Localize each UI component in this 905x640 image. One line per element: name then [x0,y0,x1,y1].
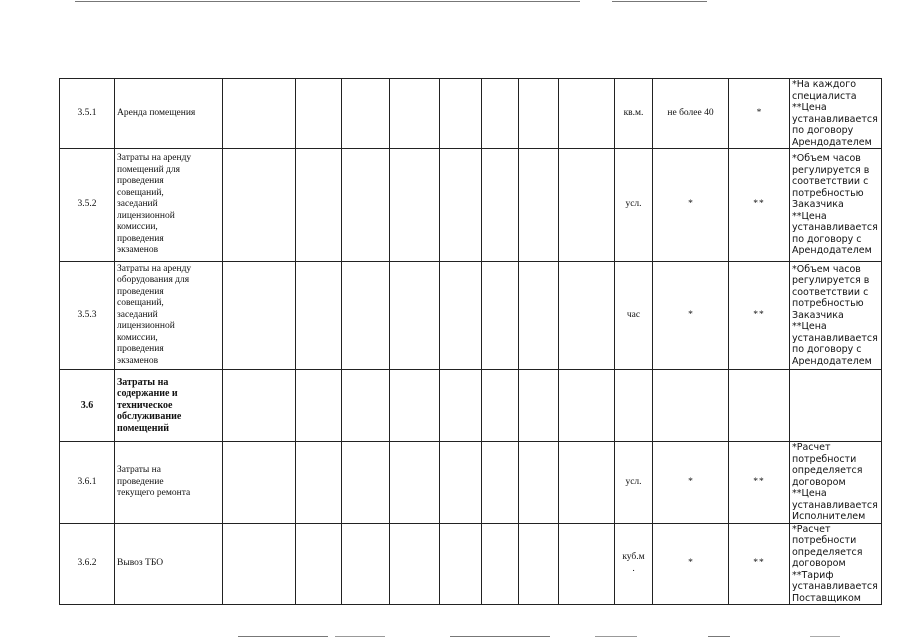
empty-cell [559,79,615,149]
norm-quantity: * [653,262,729,370]
empty-cell [440,370,482,442]
empty-cell [223,523,296,605]
empty-cell [390,149,440,262]
expense-name: Аренда помещения [115,79,223,149]
price-value: ** [729,149,790,262]
empty-cell [559,262,615,370]
empty-cell [342,262,390,370]
note-text: *Объем часов регулируется в соответствии с потребностью Заказчика **Цена устанавливается по договору с Арендодателем [790,149,882,262]
empty-cell [296,149,342,262]
price-value: ** [729,262,790,370]
empty-cell [519,442,559,524]
empty-cell [440,442,482,524]
empty-cell [390,370,440,442]
empty-cell [223,442,296,524]
table-row [60,262,882,370]
row-number: 3.5.1 [60,79,115,149]
empty-cell [519,79,559,149]
empty-cell [482,149,519,262]
empty-cell [559,370,615,442]
row-number: 3.6.1 [60,442,115,524]
norm-quantity: * [653,442,729,524]
empty-cell [482,262,519,370]
expense-name: Вывоз ТБО [115,523,223,605]
row-number: 3.5.2 [60,149,115,262]
empty-cell [440,79,482,149]
table-row [60,442,882,524]
empty-cell [390,262,440,370]
expense-name: Затраты на проведение текущего ремонта [115,442,223,524]
empty-cell [482,523,519,605]
empty-cell [482,370,519,442]
empty-cell [296,442,342,524]
empty-cell [519,262,559,370]
expense-name: Затраты на аренду оборудования для проведения совещаний, заседаний лицензионной комиссии, проведения экзаменов [115,262,223,370]
row-number: 3.5.3 [60,262,115,370]
empty-cell [559,442,615,524]
norm-quantity: * [653,149,729,262]
empty-cell [296,523,342,605]
empty-cell [342,149,390,262]
price-value: ** [729,523,790,605]
scan-edge-line [238,636,328,637]
cost-norms-table [59,78,882,605]
empty-cell [296,79,342,149]
empty-cell [559,149,615,262]
scan-edge-line [75,1,580,2]
empty-cell [342,523,390,605]
norm-quantity: не более 40 [653,79,729,149]
norm-quantity: * [653,523,729,605]
empty-cell [342,370,390,442]
empty-cell [482,442,519,524]
empty-cell [223,149,296,262]
empty-cell [440,523,482,605]
table-row [60,149,882,262]
unit-of-measure: куб.м . [615,523,653,605]
price-value [729,370,790,442]
empty-cell [223,262,296,370]
unit-of-measure: усл. [615,442,653,524]
row-number: 3.6.2 [60,523,115,605]
empty-cell [519,149,559,262]
section-number: 3.6 [60,370,115,442]
empty-cell [519,523,559,605]
norm-quantity [653,370,729,442]
note-text [790,370,882,442]
empty-cell [390,442,440,524]
empty-cell [440,262,482,370]
note-text: *На каждого специалиста **Цена устанавливается по договору Арендодателем [790,79,882,149]
scan-edge-line [335,636,385,637]
empty-cell [342,79,390,149]
empty-cell [482,79,519,149]
unit-of-measure: усл. [615,149,653,262]
unit-of-measure: кв.м. [615,79,653,149]
empty-cell [440,149,482,262]
scan-edge-line [810,636,840,637]
note-text: *Расчет потребности определяется договором **Тариф устанавливается Поставщиком [790,523,882,605]
empty-cell [390,79,440,149]
scan-edge-line [612,1,707,2]
table-row [60,79,882,149]
table-row [60,370,882,442]
empty-cell [223,79,296,149]
empty-cell [519,370,559,442]
scan-edge-line [595,636,637,637]
expense-name: Затраты на аренду помещений для проведения совещаний, заседаний лицензионной комиссии, проведения экзаменов [115,149,223,262]
scan-edge-line [708,636,730,637]
price-value: ** [729,442,790,524]
note-text: *Объем часов регулируется в соответствии с потребностью Заказчика **Цена устанавливается по договору с Арендодателем [790,262,882,370]
scan-edge-line [450,636,550,637]
empty-cell [390,523,440,605]
table-row [60,523,882,605]
empty-cell [223,370,296,442]
empty-cell [342,442,390,524]
price-value: * [729,79,790,149]
empty-cell [559,523,615,605]
unit-of-measure [615,370,653,442]
empty-cell [296,262,342,370]
empty-cell [296,370,342,442]
note-text: *Расчет потребности определяется договором **Цена устанавливается Исполнителем [790,442,882,524]
unit-of-measure: час [615,262,653,370]
section-title: Затраты на содержание и техническое обслуживание помещений [115,370,223,442]
